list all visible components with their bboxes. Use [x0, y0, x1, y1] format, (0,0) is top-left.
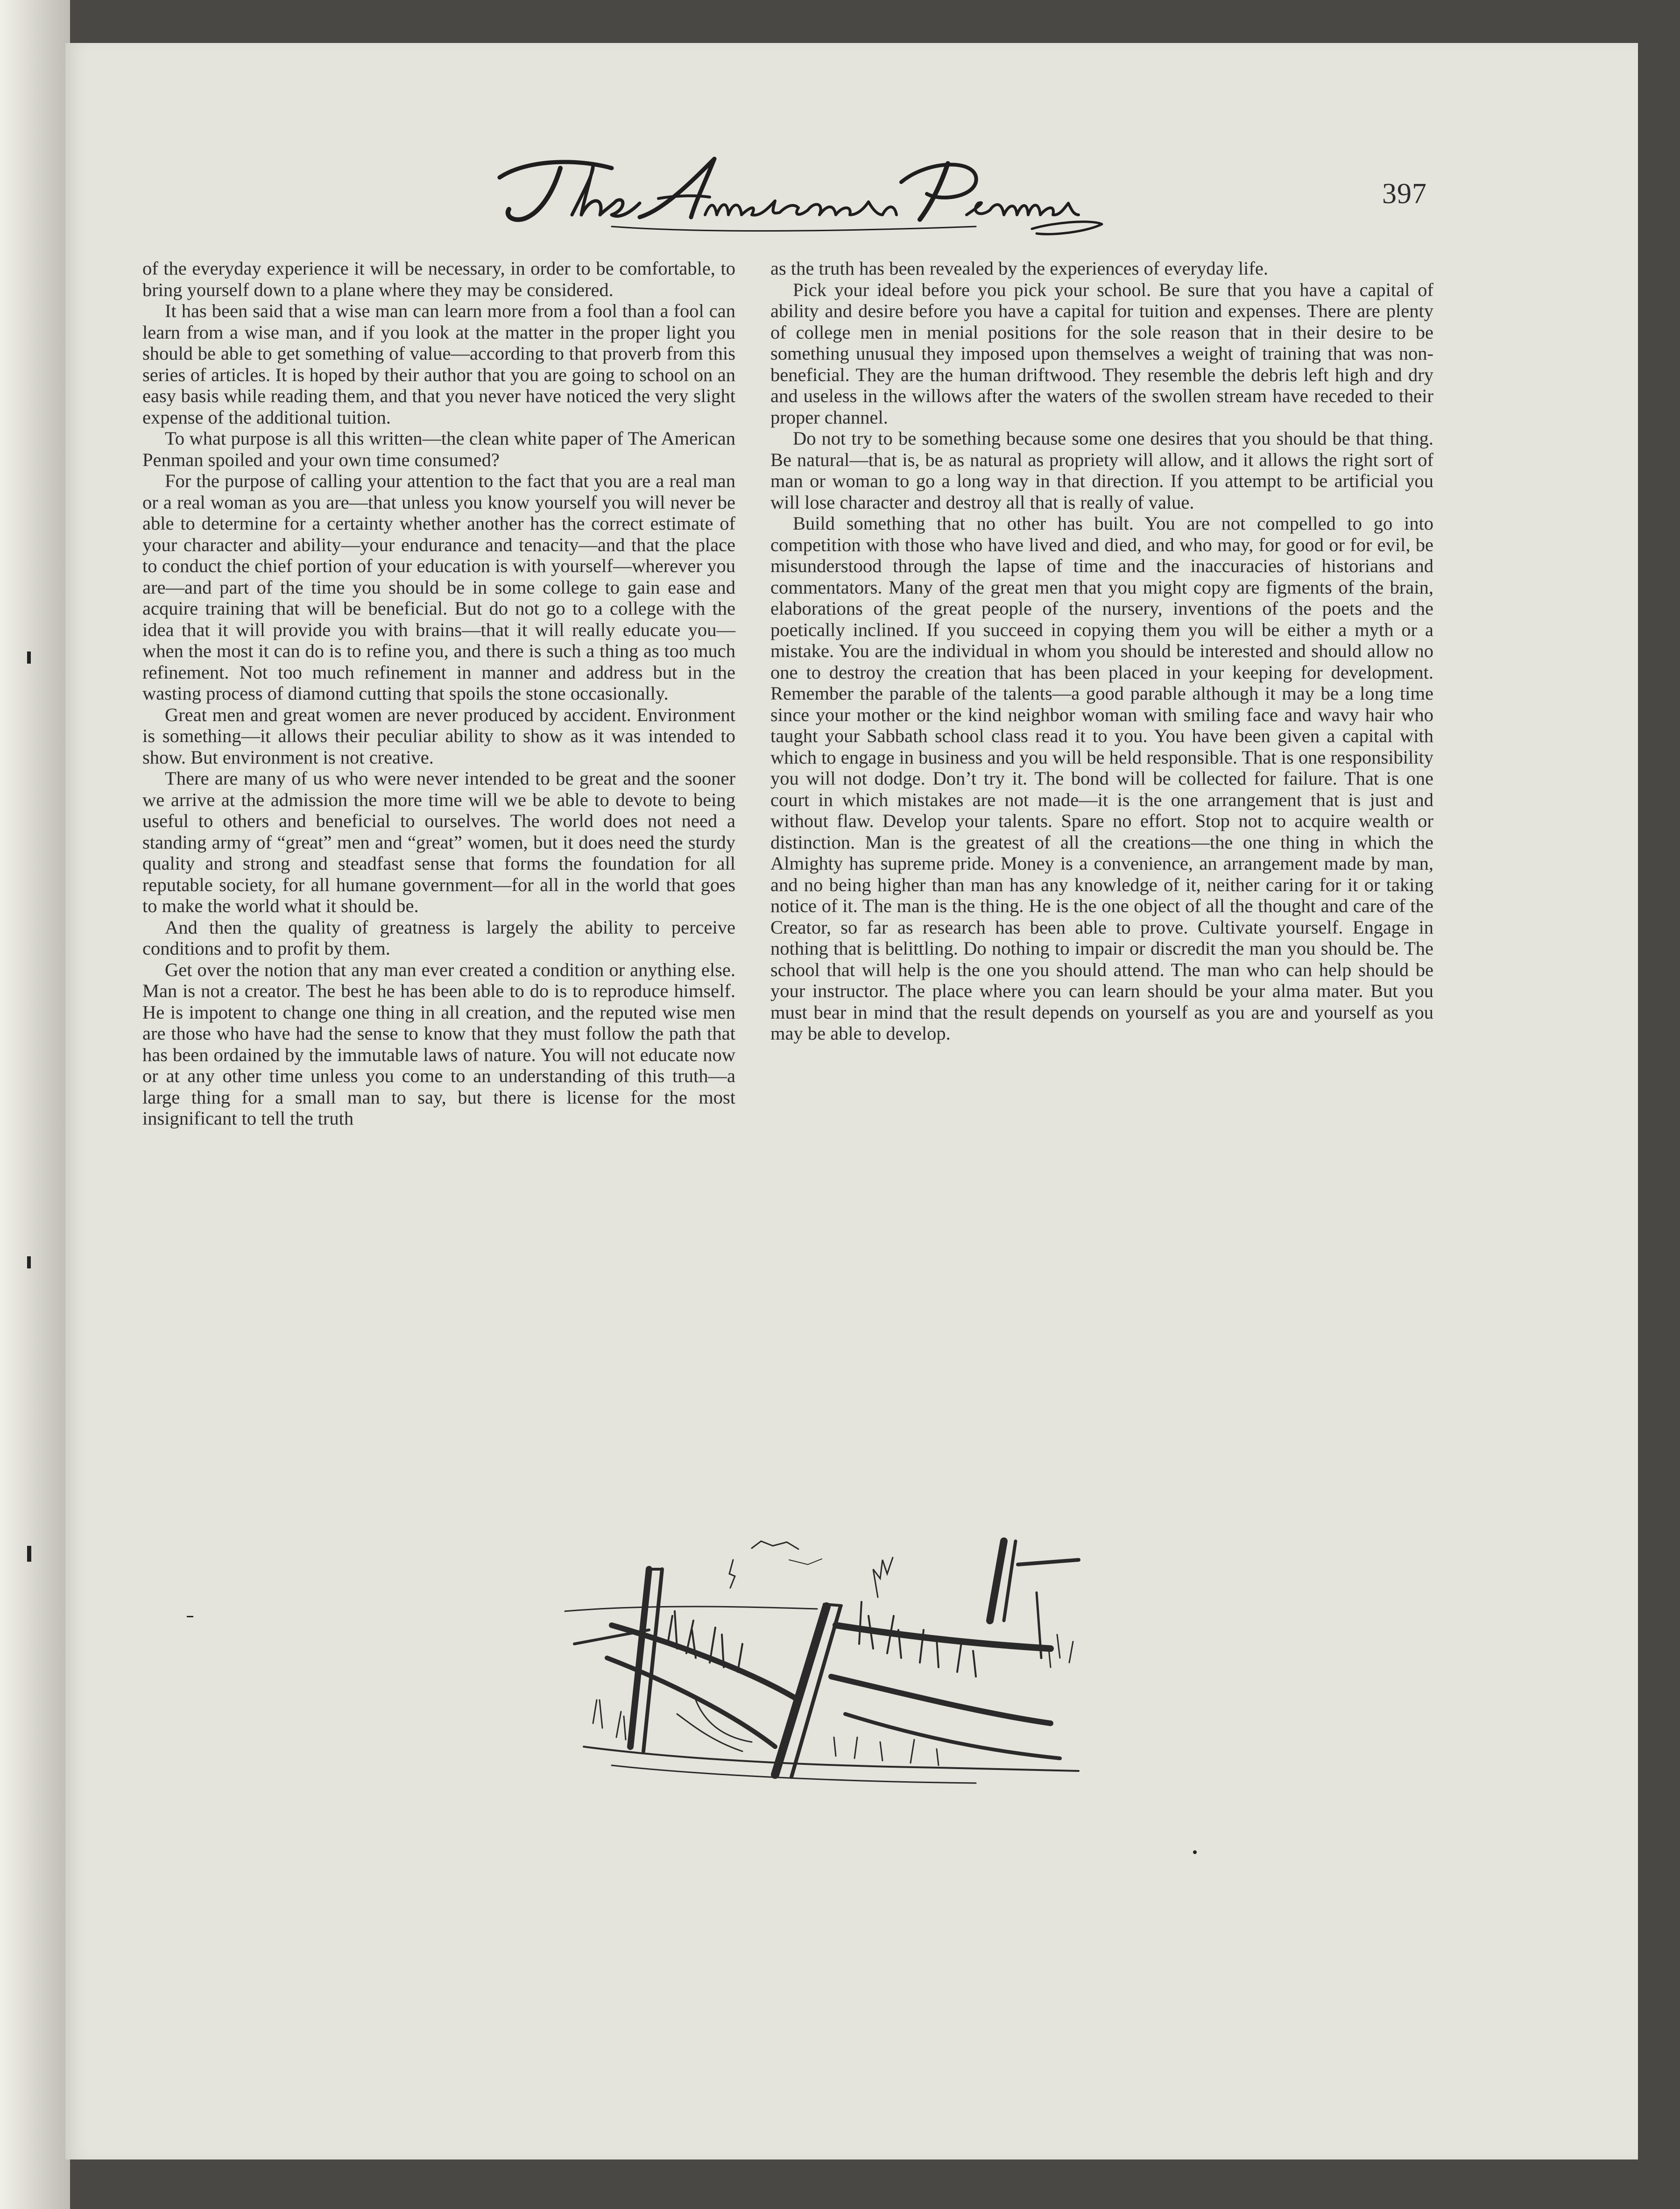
gutter-mark	[27, 1546, 31, 1562]
page-speck	[187, 1616, 193, 1617]
paragraph: Get over the notion that any man ever created a condition or anything else. Man is not a creator. The best he has been able to do is to reproduce himself. He is impotent to change one thing in all creation, and the reputed wise men are those who have had the sense to know that they must follow the path that has been ordained by the immutable laws of nature. You will not educate now or at any other time unless you come to an understanding of this truth—a large thing for a small man to say, but there is license for the most insignificant to tell the truth	[142, 959, 735, 1129]
rail-fence-illustration	[556, 1504, 1093, 1803]
spine-edge	[0, 0, 28, 2209]
page-number: 397	[1382, 178, 1427, 210]
paragraph: Do not try to be something because some one desires that you should be that thing. Be natural—that is, be as natural as propriety will allow, and it allows the right sort of man or woman to go a long way in that direction. If you attempt to be artificial you will lose character and destroy all that is really of value.	[770, 428, 1433, 513]
gutter-mark	[27, 651, 31, 664]
fence-vignette-icon	[556, 1504, 1093, 1803]
paragraph: It has been said that a wise man can learn more from a fool than a fool can learn from a wise man, and if you look at the matter in the proper light you should be able to get something of value—according to that proverb from this series of articles. It is hoped by their author that you are going to school on an easy basis while reading them, and that you never have noticed the very slight expense of the additional tuition.	[142, 300, 735, 428]
gutter-mark	[27, 1256, 31, 1268]
paragraph: Great men and great women are never produced by accident. Environment is something—it allows their peculiar ability to show as it was intended to show. But environment is not creative.	[142, 704, 735, 768]
book-spine-gutter	[0, 0, 70, 2209]
masthead-script-icon	[472, 140, 1107, 243]
page-speck	[1193, 1850, 1197, 1854]
article-column-right	[770, 258, 1433, 1044]
paragraph: as the truth has been revealed by the experiences of everyday life.	[770, 258, 1269, 279]
masthead-logo	[472, 140, 1107, 243]
paragraph: of the everyday experience it will be necessary, in order to be comfortable, to bring yourself down to a plane where they may be considered.	[142, 258, 735, 300]
paragraph: There are many of us who were never intended to be great and the sooner we arrive at the admission the more time will we be able to devote to being useful to others and beneficial to ourselves. The world does not need a standing army of “great” men and “great” women, but it does need the sturdy quality and strong and steadfast sense that forms the foundation for all reputable society, for all humane government—for all in the world that goes to make the world what it should be.	[142, 768, 735, 916]
article-column-left	[142, 258, 735, 1129]
paragraph: For the purpose of calling your attention to the fact that you are a real man or a real woman as you are—that unless you know yourself you will never be able to determine for a certainty whether another has the correct estimate of your character and ability—your endurance and tenacity—and that the place to conduct the chief portion of your education is with yourself—wherever you are—and part of the time you should be in some college to gain ease and acquire training that will be beneficial. But do not go to a college with the idea that it will provide you with brains—that it will really educate you—when the most it can do is to refine you, and there is such a thing as too much refinement. Not too much refinement in manner and address but in the wasting process of diamond cutting that spoils the stone occasionally.	[142, 470, 735, 704]
paragraph: To what purpose is all this written—the clean white paper of The American Penman spoiled and your own time consumed?	[142, 428, 735, 470]
paragraph: Pick your ideal before you pick your school. Be sure that you have a capital of ability and desire before you have a capital for tuition and expenses. There are plenty of college men in menial positions for the sole reason that in their desire to be something unusual they imposed upon themselves a weight of training that was non-beneficial. They are the human driftwood. They resemble the debris left high and dry and useless in the willows after the waters of the swollen stream have receded to their proper channel.	[770, 279, 1433, 428]
paragraph: Build something that no other has built. You are not compelled to go into competition with those who have lived and died, and who may, for good or for evil, be misunderstood through the lapse of time and the inaccuracies of historians and commentators. Many of the great men that you might copy are figments of the brain, elaborations of the great people of the nursery, inventions of the poets and the poetically inclined. If you succeed in copying them you will be either a myth or a mistake. You are the individual in whom you should be interested and should allow no one to destroy the creation that has been placed in your keeping for development. Remember the parable of the talents—a good parable although it may be a long time since your mother or the kind neighbor woman with smiling face and wavy hair who taught your Sabbath school class read it to you. You have been given a capital with which to engage in business and you will be held responsible. That is one responsibility you will not dodge. Don’t try it. The bond will be collected for failure. That is one court in which mistakes are not made—it is the one arrangement that is just and without flaw. Develop your talents. Spare no effort. Stop not to acquire wealth or distinction. Man is the greatest of all the creations—the one thing in which the Almighty has supreme pride. Money is a convenience, an arrangement made by man, and no being higher than man has any knowledge of it, neither caring for it or taking notice of it. The man is the thing. He is the one object of all the thought and care of the Creator, so far as research has been able to prove. Cultivate yourself. Engage in nothing that is belittling. Do nothing to impair or discredit the man you should be. The school that will help is the one you should attend. The man who can help should be your instructor. The place where you can learn should be your alma mater. But you must bear in mind that the result depends on yourself as you are and yourself as you may be able to develop.	[770, 513, 1433, 1044]
paragraph: And then the quality of greatness is largely the ability to perceive conditions and to profit by them.	[142, 916, 735, 959]
